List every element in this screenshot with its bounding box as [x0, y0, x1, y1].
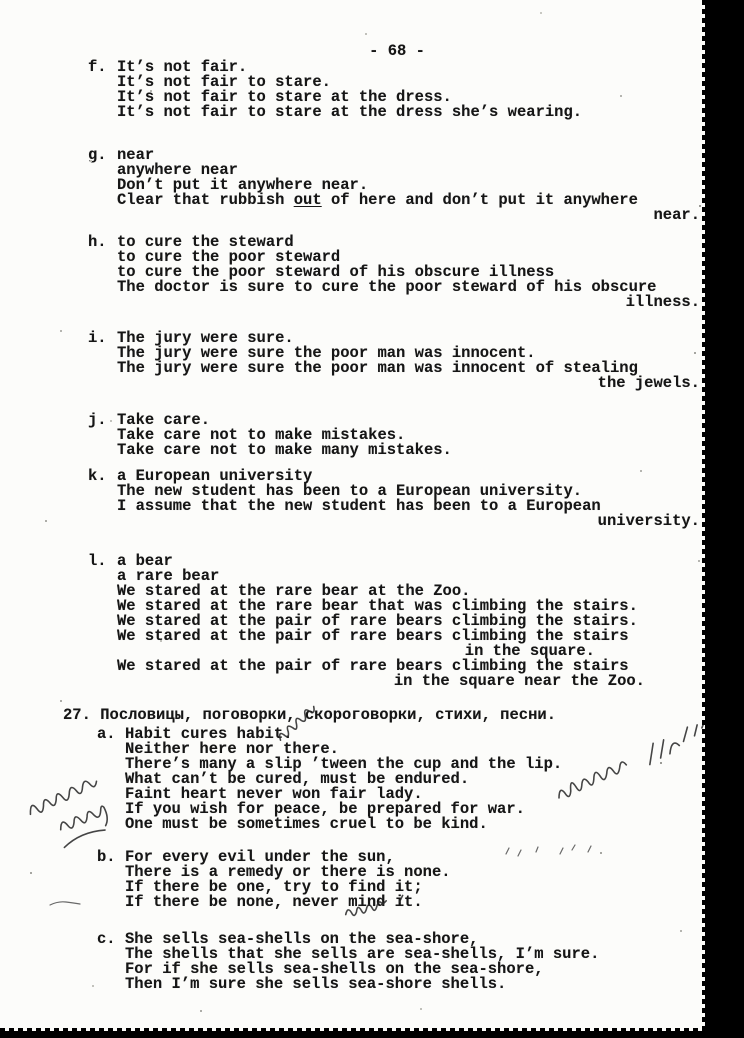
text-line: a rare bear: [117, 567, 220, 585]
text-line: Neither here nor there.: [125, 740, 339, 758]
text-line: It’s not fair to stare.: [117, 73, 331, 91]
item-lines: [117, 554, 700, 689]
exercise-item-i: [88, 329, 700, 392]
text-line: Habit cures habit.: [125, 725, 293, 743]
text-line: the jewels.: [597, 374, 700, 392]
text-line: I assume that the new student has been to a European: [117, 497, 601, 515]
section-27-title: Пословицы, поговорки, скороговорки, стихи, песни.: [100, 706, 556, 724]
text-line: near: [117, 146, 155, 164]
page-number: - 68 -: [369, 42, 425, 60]
text-line: Faint heart never won fair lady.: [125, 785, 423, 803]
text-line: There’s many a slip ’tween the cup and the lip.: [125, 755, 563, 773]
text-line: It’s not fair.: [117, 58, 248, 76]
text-line: Take care not to make many mistakes.: [117, 441, 452, 459]
item-label: c.: [97, 930, 116, 948]
item-label: i.: [88, 329, 107, 347]
text-line: There is a remedy or there is none.: [125, 863, 451, 881]
text-line: The jury were sure the poor man was innocent of stealing: [117, 359, 638, 377]
item-label: l.: [88, 552, 107, 570]
text-line: university.: [597, 512, 700, 530]
text-line: If there be none, never mind it.: [125, 893, 423, 911]
item-lines: [117, 235, 700, 310]
text-line: in the square.: [464, 642, 595, 660]
pencil-dash-annotation: [48, 898, 82, 910]
scan-noise-specks: [0, 0, 2, 2]
exercise-item-j: [88, 411, 700, 459]
text-line: Don’t put it anywhere near.: [117, 176, 369, 194]
pencil-marks-right-of-sun-annotation: [502, 842, 598, 864]
text-line: The jury were sure.: [117, 329, 294, 347]
handwriting-icon: [502, 842, 598, 864]
item-lines: [117, 331, 700, 391]
item-label: b.: [97, 848, 116, 866]
text-line: We stared at the pair of rare bears climbing the stairs: [117, 657, 629, 675]
item-label: f.: [88, 58, 107, 76]
text-line: She sells sea-shells on the sea-shore,: [125, 930, 479, 948]
text-line: The shells that she sells are sea-shells, I’m sure.: [125, 945, 600, 963]
item-label: a.: [97, 725, 116, 743]
text-line: For every evil under the sun,: [125, 848, 395, 866]
item-lines: [117, 60, 700, 120]
exercise-item-k: [88, 467, 700, 530]
text-line: The jury were sure the poor man was innocent.: [117, 344, 536, 362]
text-line: What can’t be cured, must be endured.: [125, 770, 470, 788]
section-27-heading: [63, 708, 700, 723]
text-line: to cure the poor steward of his obscure illness: [117, 263, 555, 281]
text-line: a bear: [117, 552, 173, 570]
item-lines: [117, 148, 700, 223]
text-line: We stared at the rare bear at the Zoo.: [117, 582, 471, 600]
scan-right-border: [705, 0, 744, 1038]
item-label: k.: [88, 467, 107, 485]
text-line: It’s not fair to stare at the dress.: [117, 88, 452, 106]
text-line: For if she sells sea-shells on the sea-shore,: [125, 960, 544, 978]
text-line: Clear that rubbish out of here and don’t put it anywhere: [117, 191, 638, 209]
item-label: j.: [88, 411, 107, 429]
text-line: It’s not fair to stare at the dress she’s wearing.: [117, 103, 583, 121]
text-line: We stared at the pair of rare bears climbing the stairs: [117, 627, 629, 645]
text-line: Then I’m sure she sells sea-shore shells.: [125, 975, 507, 993]
text-line: a European university: [117, 467, 313, 485]
text-line: One must be sometimes cruel to be kind.: [125, 815, 488, 833]
exercise-item-h: [88, 233, 700, 311]
exercise-item-l: [88, 552, 700, 690]
exercise-list: [88, 58, 700, 690]
text-line: in the square near the Zoo.: [393, 672, 645, 690]
text-line: The doctor is sure to cure the poor steward of his obscure: [117, 278, 657, 296]
text-line: to cure the poor steward: [117, 248, 341, 266]
exercise-item-g: [88, 146, 700, 224]
exercise-item-c: [97, 932, 680, 992]
text-line: Take care.: [117, 411, 211, 429]
text-line: The new student has been to a European university.: [117, 482, 583, 500]
item-lines: [117, 413, 700, 458]
text-line: We stared at the pair of rare bears climbing the stairs.: [117, 612, 638, 630]
text-line: We stared at the rare bear that was climbing the stairs.: [117, 597, 638, 615]
text-line: near.: [653, 206, 700, 224]
text-line: If you wish for peace, be prepared for war.: [125, 800, 525, 818]
item-lines: [125, 932, 680, 992]
text-line: Take care not to make mistakes.: [117, 426, 406, 444]
handwriting-icon: [48, 898, 82, 910]
section-27-number: 27.: [63, 706, 91, 724]
text-line: anywhere near: [117, 161, 238, 179]
item-label: g.: [88, 146, 107, 164]
scan-bottom-border: [0, 1031, 744, 1038]
text-line: If there be one, try to find it;: [125, 878, 423, 896]
item-lines: [117, 469, 700, 529]
text-line: to cure the steward: [117, 233, 294, 251]
text-line: illness.: [625, 293, 700, 311]
exercise-item-f: [88, 58, 700, 121]
item-label: h.: [88, 233, 107, 251]
